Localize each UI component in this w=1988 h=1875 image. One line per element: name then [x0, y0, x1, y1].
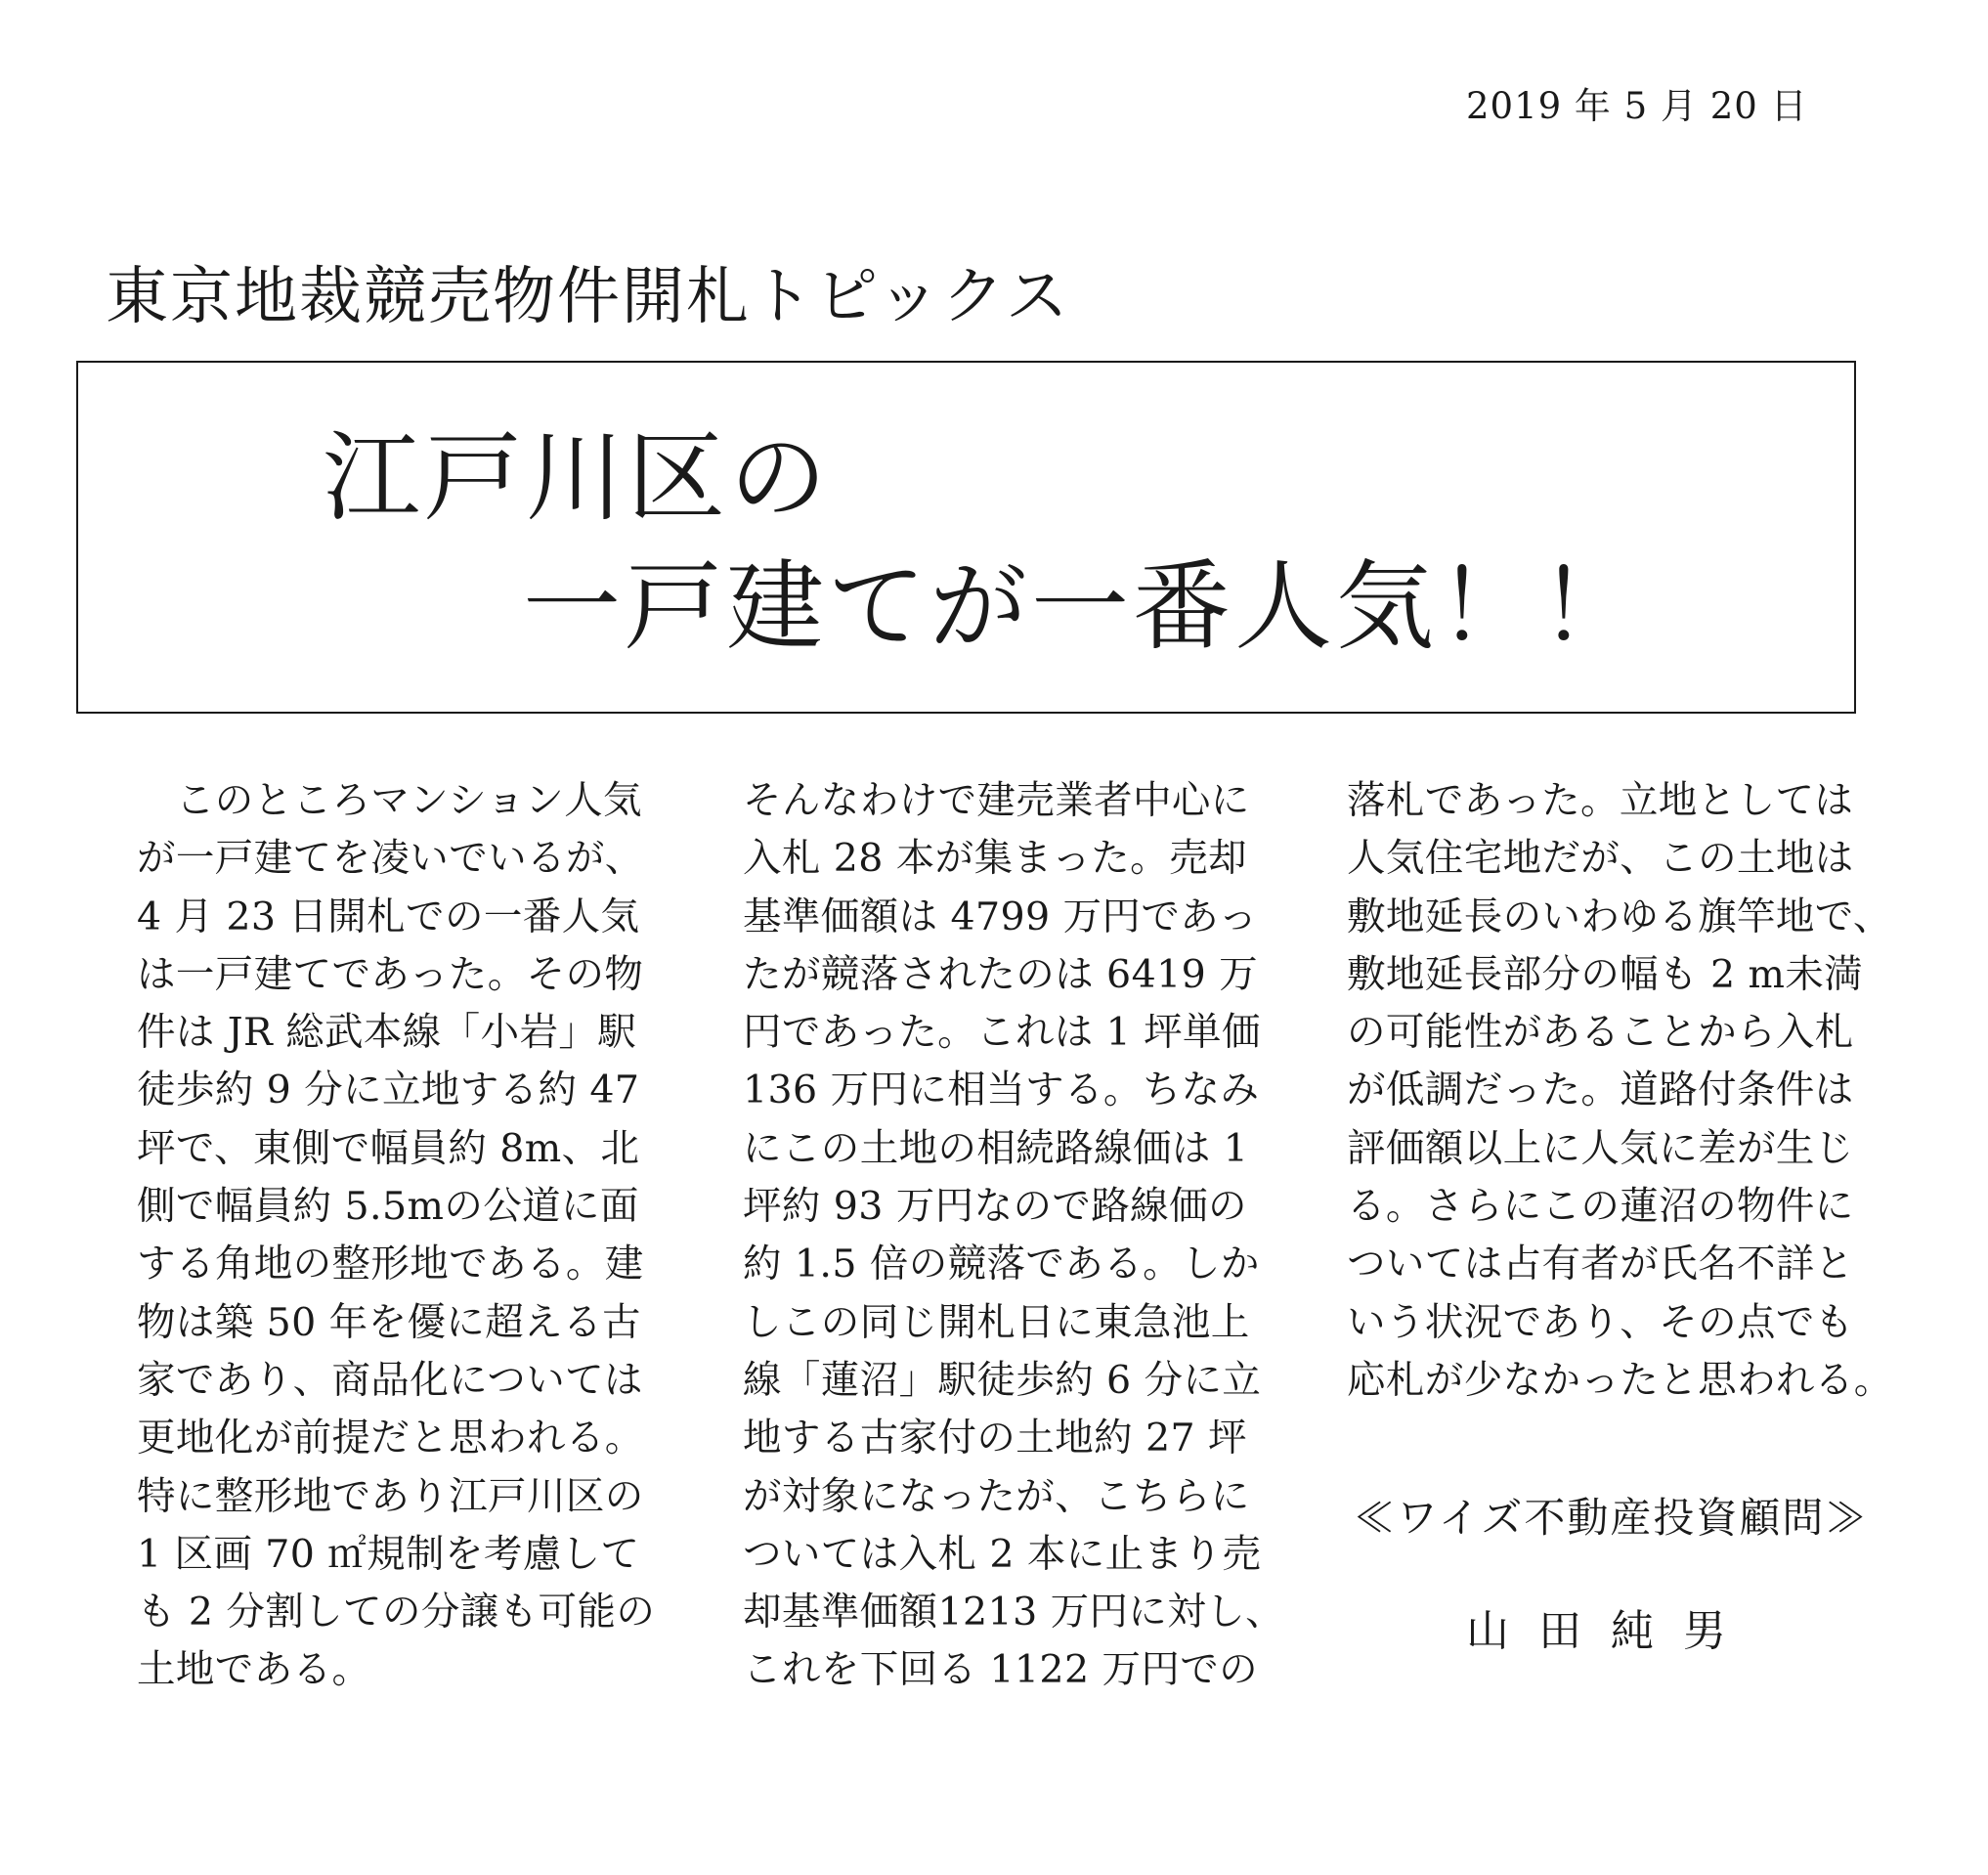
column-line: 更地化が前提だと思われる。: [137, 1416, 644, 1461]
column-line: 土地である。: [137, 1647, 371, 1693]
column-line: 特に整形地であり江戸川区の: [137, 1473, 644, 1519]
column-line: 家であり、商品化については: [137, 1357, 643, 1403]
body-column-2: [743, 772, 1284, 1700]
column-line: る。さらにこの蓮沼の物件に: [1347, 1184, 1854, 1230]
column-line: 人気住宅地だが、この土地は: [1347, 836, 1854, 882]
column-line: たが競落されたのは 6419 万: [743, 951, 1259, 997]
column-line: にこの土地の相続路線価は 1: [743, 1125, 1249, 1171]
column-line: 件は JR 総武本線「小岩」駅: [137, 1010, 637, 1056]
column-line: 側で幅員約 5.5mの公道に面: [137, 1184, 639, 1230]
column-line: が対象になったが、こちらに: [743, 1473, 1250, 1519]
column-line: 地する古家付の土地約 27 坪: [743, 1416, 1247, 1461]
column-line: は一戸建てであった。その物: [137, 951, 644, 997]
column-line: 徒歩約 9 分に立地する約 47: [137, 1068, 640, 1113]
column-line: ついては占有者が氏名不詳と: [1347, 1242, 1854, 1287]
column-line: 136 万円に相当する。ちなみ: [743, 1068, 1260, 1113]
headline-box: [76, 361, 1856, 714]
column-line: 基準価額は 4799 万円であっ: [743, 894, 1258, 939]
column-line: 敷地延長部分の幅も 2 m未満: [1347, 951, 1864, 997]
column-line: が低調だった。道路付条件は: [1347, 1068, 1854, 1113]
column-line: 応札が少なかったと思われる。: [1347, 1357, 1893, 1403]
column-line: 敷地延長のいわゆる旗竿地で、: [1347, 894, 1892, 939]
organization-name: ≪ワイズ不動産投資顧問≫: [1354, 1494, 1869, 1542]
column-line: ついては入札 2 本に止まり売: [743, 1531, 1262, 1577]
column-line: 却基準価額1213 万円に対し、: [743, 1590, 1284, 1635]
column-line: 入札 28 本が集まった。売却: [743, 836, 1247, 882]
column-line: 線「蓮沼」駅徒歩約 6 分に立: [743, 1357, 1262, 1403]
body-column-1: [137, 772, 665, 1700]
column-line: そんなわけで建売業者中心に: [743, 778, 1250, 823]
column-line: 物は築 50 年を優に超える古: [137, 1299, 641, 1345]
column-line: 評価額以上に人気に差が生じ: [1347, 1125, 1854, 1171]
column-line: このところマンション人気: [137, 778, 642, 823]
column-line: 坪約 93 万円なので路線価の: [743, 1184, 1247, 1230]
column-line: 坪で、東側で幅員約 8m、北: [137, 1125, 640, 1171]
article-date: 2019 年 5 月 20 日: [1466, 85, 1808, 127]
column-line: しこの同じ開札日に東急池上: [743, 1299, 1250, 1345]
column-line: の可能性があることから入札: [1347, 1010, 1854, 1056]
column-line: 1 区画 70 ㎡規制を考慮して: [137, 1531, 640, 1577]
series-title: 東京地裁競売物件開札トピックス: [106, 261, 1070, 333]
column-line: 円であった。これは 1 坪単価: [743, 1010, 1261, 1056]
column-line: 約 1.5 倍の競落である。しか: [743, 1242, 1260, 1287]
column-line: これを下回る 1122 万円での: [743, 1647, 1259, 1693]
column-line: も 2 分割しての分譲も可能の: [137, 1590, 656, 1635]
headline-line-1: 江戸川区の: [323, 420, 831, 535]
column-line: が一戸建てを凌いでいるが、: [137, 836, 644, 882]
column-line: する角地の整形地である。建: [137, 1242, 644, 1287]
body-column-3: [1347, 772, 1893, 1410]
column-line: 落札であった。立地としては: [1347, 778, 1854, 823]
author-name: 山田純男: [1466, 1606, 1755, 1656]
headline-line-2: 一戸建てが一番人気！！: [523, 549, 1641, 664]
column-line: 4 月 23 日開札での一番人気: [137, 894, 640, 939]
column-line: いう状況であり、その点でも: [1347, 1299, 1854, 1345]
